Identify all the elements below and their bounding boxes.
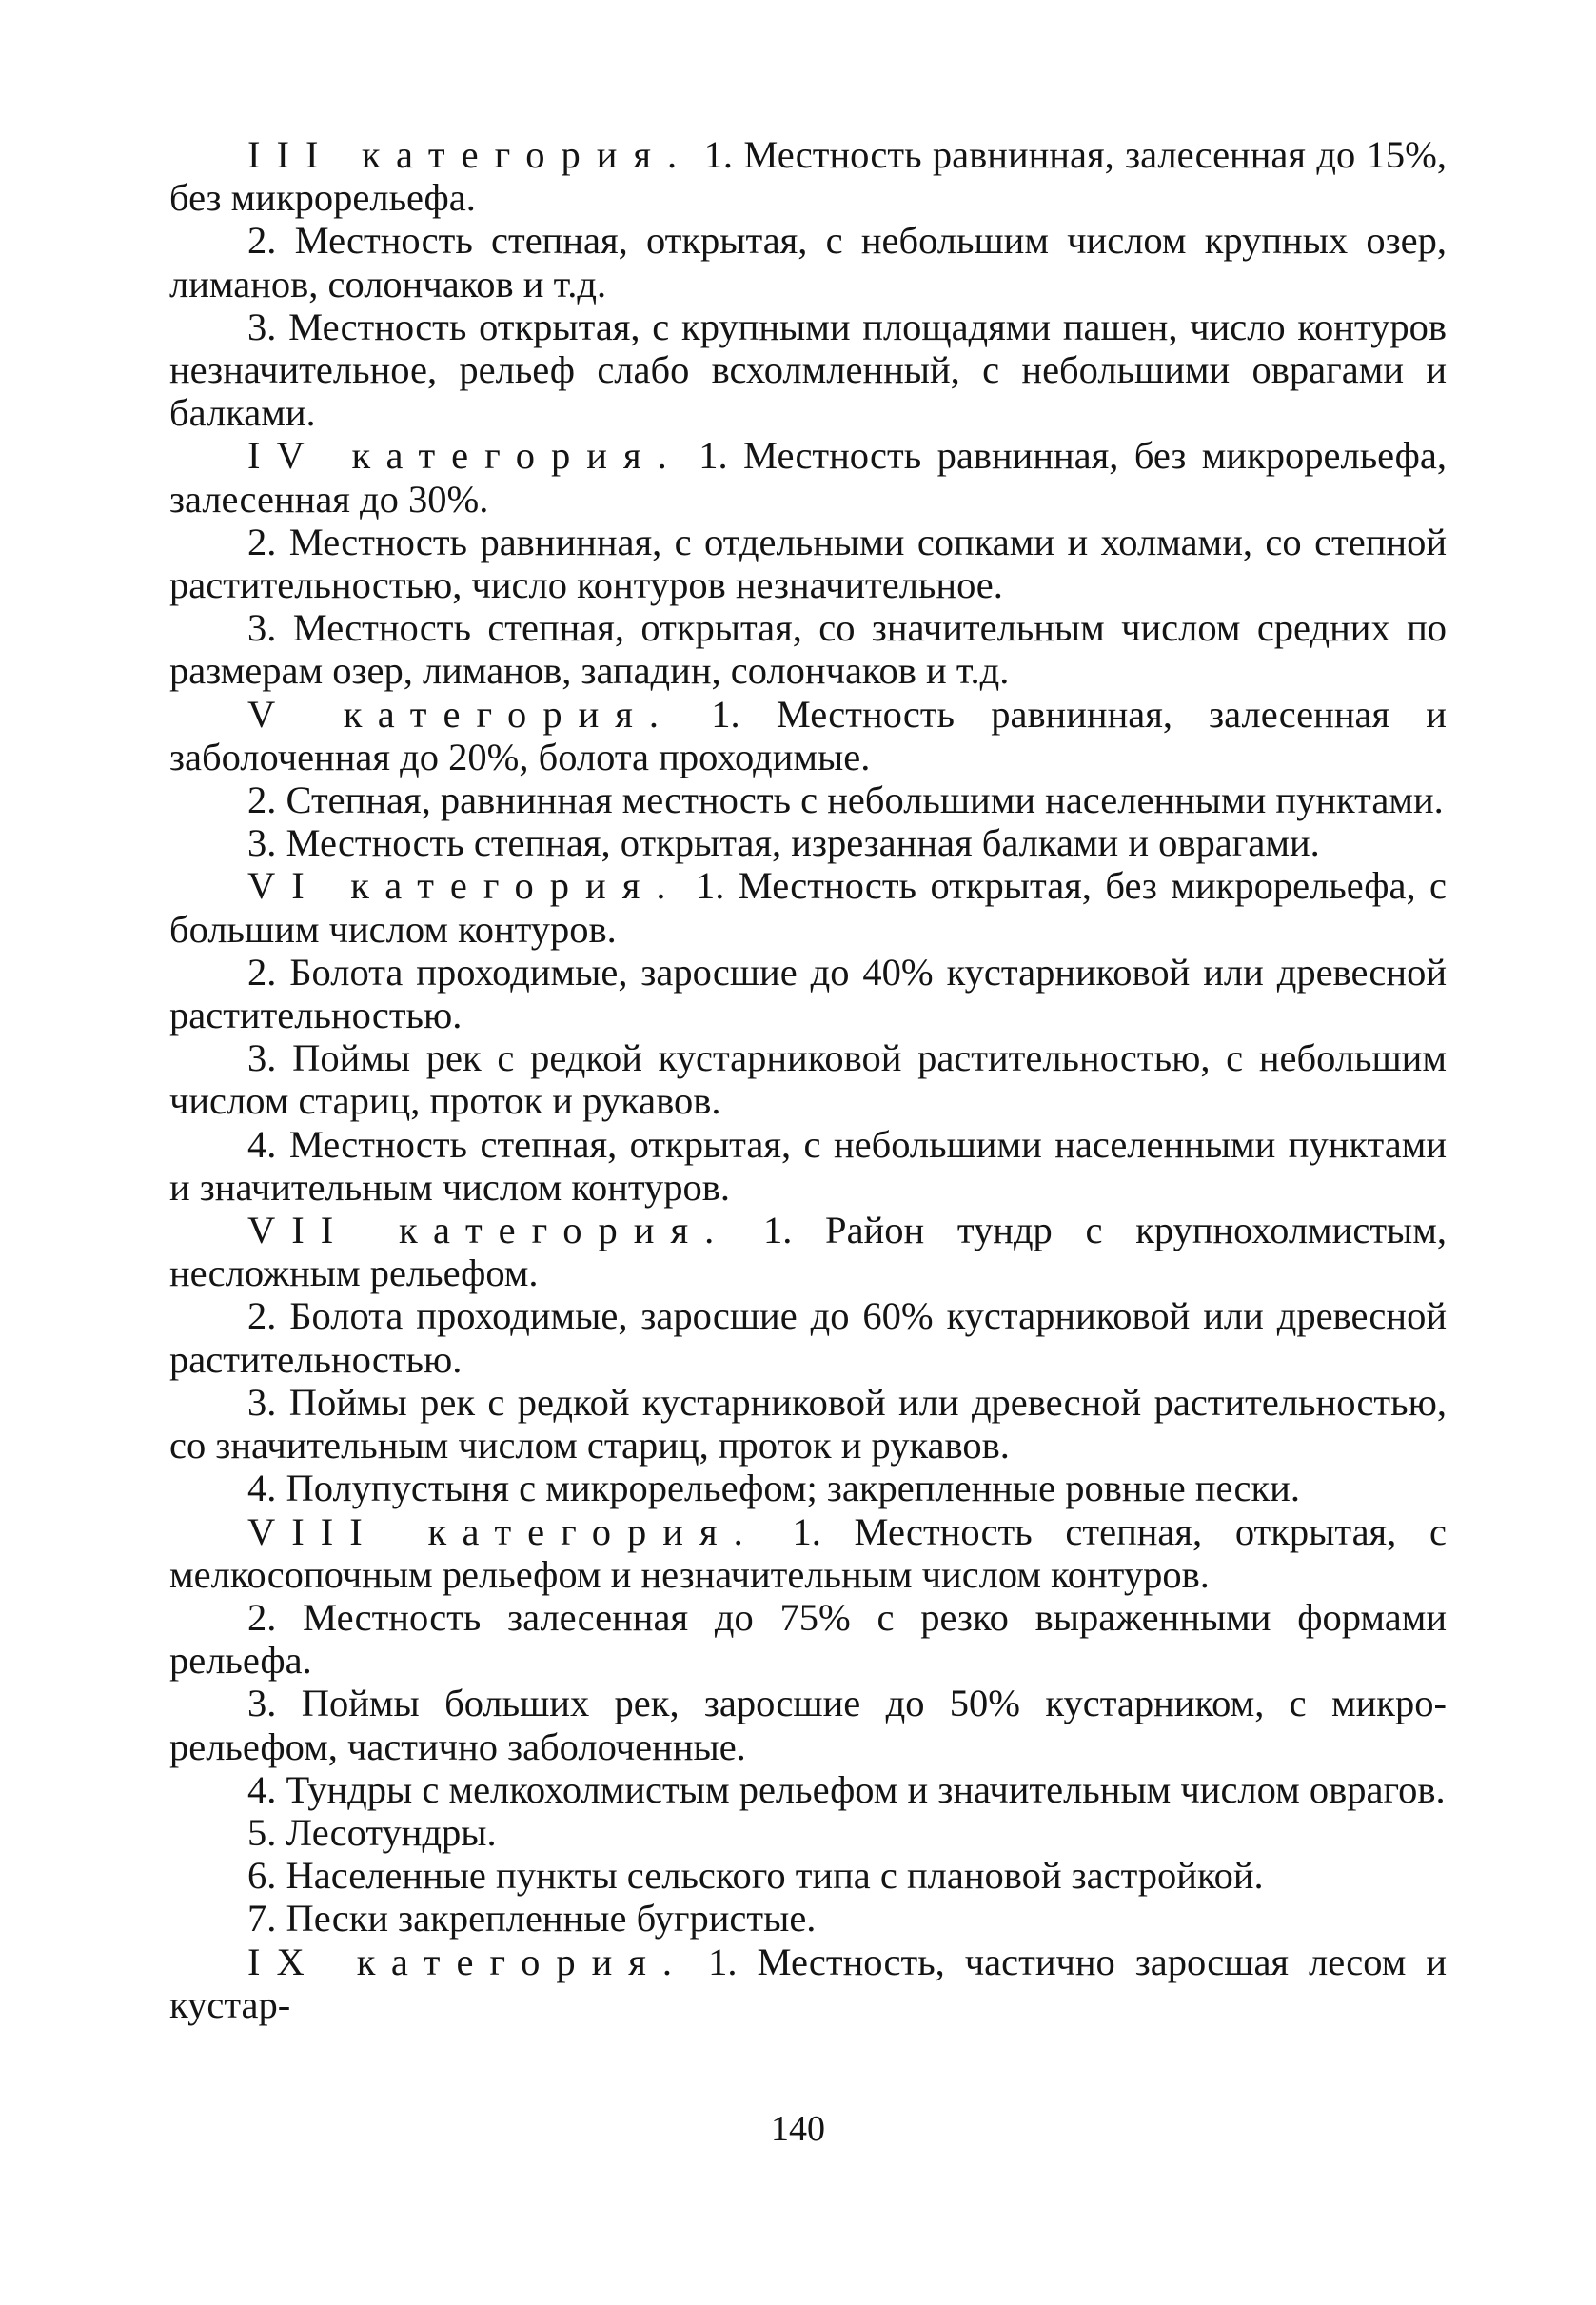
paragraph-22 xyxy=(169,1811,1447,1854)
paragraph-text: 1. Местность степная, открытая, с мелкосопочным рельефом и незначительным числом контуров. xyxy=(169,1509,1447,1596)
paragraph-23 xyxy=(169,1854,1447,1897)
paragraph-text: 1. Район тундр с крупнохолмистым, несложным рельефом. xyxy=(169,1209,1447,1295)
category-heading: V категория. xyxy=(247,692,676,736)
page-number: 140 xyxy=(771,2109,825,2149)
paragraph-text: 1. Местность равнинная, залесенная до 15%, без микрорельефа. xyxy=(169,133,1447,220)
paragraph-text: 4. Местность степная, открытая, с небольшими населенными пунктами и значительным числом контуров. xyxy=(169,1122,1447,1209)
paragraph-text: 3. Местность степная, открытая, со значительным числом средних по размерам озер, лиманов, западин, солончаков и т.д. xyxy=(169,606,1447,693)
paragraph-13 xyxy=(169,1123,1447,1209)
paragraph-1 xyxy=(169,133,1447,219)
paragraph-9 xyxy=(169,821,1447,864)
paragraph-20 xyxy=(169,1682,1447,1767)
paragraph-text: 2. Болота проходимые, заросшие до 40% кустарниковой или древесной растительностью. xyxy=(169,950,1447,1037)
paragraph-text: 2. Степная, равнинная местность с небольшими населенными пунктами. xyxy=(247,778,1444,822)
paragraph-10 xyxy=(169,864,1447,950)
paragraph-11 xyxy=(169,951,1447,1036)
paragraph-7 xyxy=(169,693,1447,778)
paragraph-text: 1. Местность, частично заросшая лесом и кустар- xyxy=(169,1940,1448,2026)
paragraph-2 xyxy=(169,219,1447,305)
paragraph-6 xyxy=(169,606,1447,692)
paragraph-15 xyxy=(169,1294,1447,1380)
category-heading: VIII категория. xyxy=(247,1509,759,1553)
paragraph-16 xyxy=(169,1381,1447,1467)
paragraph-text: 7. Пески закрепленные бугристые. xyxy=(247,1897,817,1941)
paragraph-25 xyxy=(169,1941,1447,2026)
paragraph-3 xyxy=(169,305,1447,435)
paragraph-text: 4. Тундры с мелкохолмистым рельефом и значительным числом оврагов. xyxy=(247,1767,1446,1811)
paragraph-text: 4. Полупустыня с микрорельефом; закрепленные ровные пески. xyxy=(247,1467,1300,1510)
paragraph-19 xyxy=(169,1596,1447,1682)
category-heading: VII категория. xyxy=(247,1209,731,1252)
paragraph-5 xyxy=(169,521,1447,606)
paragraph-24 xyxy=(169,1897,1447,1940)
paragraph-17 xyxy=(169,1467,1447,1509)
paragraph-8 xyxy=(169,778,1447,821)
paragraph-14 xyxy=(169,1209,1447,1294)
category-heading: III категория. xyxy=(247,133,694,176)
paragraph-4 xyxy=(169,434,1447,520)
paragraph-text: 1. Местность открытая, без микрорельефа, с большим числом контуров. xyxy=(169,864,1447,951)
paragraph-text: 6. Населенные пункты сельского типа с плановой застройкой. xyxy=(247,1854,1264,1898)
paragraph-text: 2. Болота проходимые, заросшие до 60% кустарниковой или древесной растительностью. xyxy=(169,1294,1447,1381)
paragraph-18 xyxy=(169,1510,1447,1596)
paragraph-text: 3. Местность открытая, с крупными площадями пашен, число контуров незначительное, рельеф слабо всхолмленный, с небольшими оврагами и балками. xyxy=(169,305,1447,435)
paragraph-21 xyxy=(169,1768,1447,1811)
page-body xyxy=(169,133,1447,2170)
category-heading: VI категория. xyxy=(247,864,682,908)
category-heading: IX категория. xyxy=(247,1940,689,1983)
paragraph-text: 3. Поймы рек с редкой кустарниковой растительностью, с небольшим числом стариц, проток и рукавов. xyxy=(169,1036,1447,1123)
paragraph-text: 3. Местность степная, открытая, изрезанная балками и оврагами. xyxy=(247,821,1320,865)
paragraph-text: 1. Местность равнинная, залесенная и заболоченная до 20%, болота проходимые. xyxy=(169,692,1447,778)
paragraph-text: 3. Поймы больших рек, заросшие до 50% кустарником, с микрорельефом, частично заболоченные. xyxy=(169,1682,1447,1768)
paragraph-text: 2. Местность степная, открытая, с небольшим числом крупных озер, лиманов, солончаков и т.д. xyxy=(169,219,1447,305)
paragraph-text: 5. Лесотундры. xyxy=(247,1810,497,1854)
category-heading: IV категория. xyxy=(247,434,683,478)
paragraph-text: 3. Поймы рек с редкой кустарниковой или древесной растительностью, со значительным числом стариц, проток и рукавов. xyxy=(169,1380,1447,1468)
paragraph-text: 2. Местность залесенная до 75% с резко выраженными формами рельефа. xyxy=(169,1595,1447,1683)
paragraph-text: 2. Местность равнинная, с отдельными сопками и холмами, со степной растительностью, число контуров незначительное. xyxy=(169,520,1447,607)
paragraph-text: 1. Местность равнинная, без микрорельефа, залесенная до 30%. xyxy=(169,434,1447,521)
paragraph-12 xyxy=(169,1036,1447,1122)
